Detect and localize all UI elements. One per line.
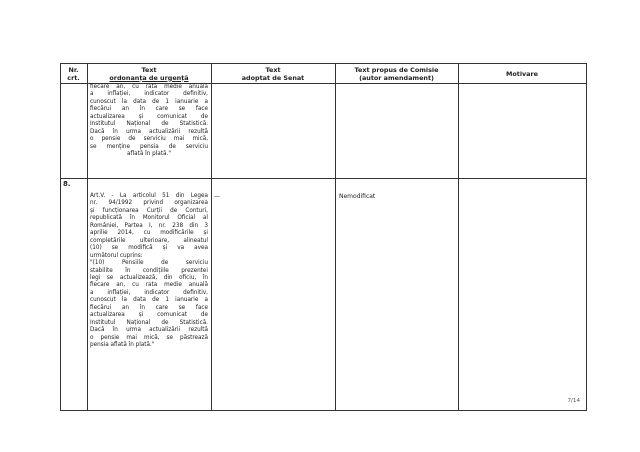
prev-line: se menține pensia de serviciu [90,143,208,150]
prev-line: Dacă în urma actualizării rezultă [90,128,208,135]
header-senat-line1: Text [265,66,281,74]
header-ordonanta-line2: ordonanța de urgență [109,73,189,82]
header-nr-line1: Nr. [68,66,79,74]
prev-row-ordonanta-text [90,84,208,159]
row8-line: și funcționarea Curții de Conturi, [90,207,208,214]
header-nr-line2: crt. [67,73,80,82]
row8-line: stabilite în condițiile prezentei [90,267,208,274]
header-ordonanta [87,67,211,82]
row8-line: Dacă în urma actualizării rezultă [90,327,208,334]
row8-line: aprilie 2014, cu modificările și [90,230,208,237]
row8-line: următorul cuprins: [90,252,143,259]
row8-line: (10) se modifică și va avea [90,245,208,252]
prev-line: a inflației, indicator definitiv, [90,91,208,98]
row8-line: Art.V. - La articolul 51 din Legea [90,193,208,199]
header-motivare [458,71,586,79]
row8-line: actualizarea și comunicat de [90,312,208,319]
header-motivare-text: Motivare [506,70,538,78]
prev-line: Institutul Național de Statistică. [90,121,208,128]
prev-line: o pensie de serviciu mai mică, [90,136,208,143]
row8-line: cunoscut la data de 1 ianuarie a [90,297,208,304]
header-nr-crt [60,67,87,82]
row8-line: "(10) Pensiile de serviciu [90,260,208,267]
prev-line: aflată în plată." [127,151,171,158]
header-senat [211,67,335,82]
row8-line: fiecare an, cu rata medie anuală [90,282,208,289]
header-ordonanta-line1: Text [141,66,157,74]
header-comisie-line2: (autor amendament) [359,73,434,82]
prev-line: actualizarea și comunicat de [90,113,208,120]
prev-line: cunoscut la data de 1 ianuarie a [90,98,208,105]
row8-line: fiecărui an în care se face [90,304,208,311]
header-senat-line2: adoptat de Senat [241,73,305,82]
header-comisie [335,67,458,82]
row8-line: completările ulterioare, alineatul [90,237,208,244]
row8-line: României, Partea I, nr. 238 din 3 [90,222,208,229]
page-number: 7/14 [567,398,580,404]
prev-line: fiecare an, cu rata medie anuală [90,84,208,90]
header-comisie-line1: Text propus de Comisie [354,66,439,74]
row8-line: o pensie mai mică, se păstrează [90,334,208,341]
prev-line: fiecărui an în care se face [90,106,208,113]
row8-ordonanta-text [90,193,208,350]
row-number: 8. [63,180,71,188]
row8-comisie-text: Nemodificat [339,193,376,200]
row8-line: republicată în Monitorul Oficial al [90,215,208,222]
row8-line: a inflației, indicator definitiv, [90,289,208,296]
row8-line: legi se actualizează, din oficiu, în [90,274,208,281]
row8-line: nr. 94/1992 privind organizarea [90,200,208,207]
row8-line: pensia aflată în plată." [90,342,155,349]
row8-senat-text: — [214,193,220,200]
row8-line: Institutul Național de Statistică. [90,319,208,326]
